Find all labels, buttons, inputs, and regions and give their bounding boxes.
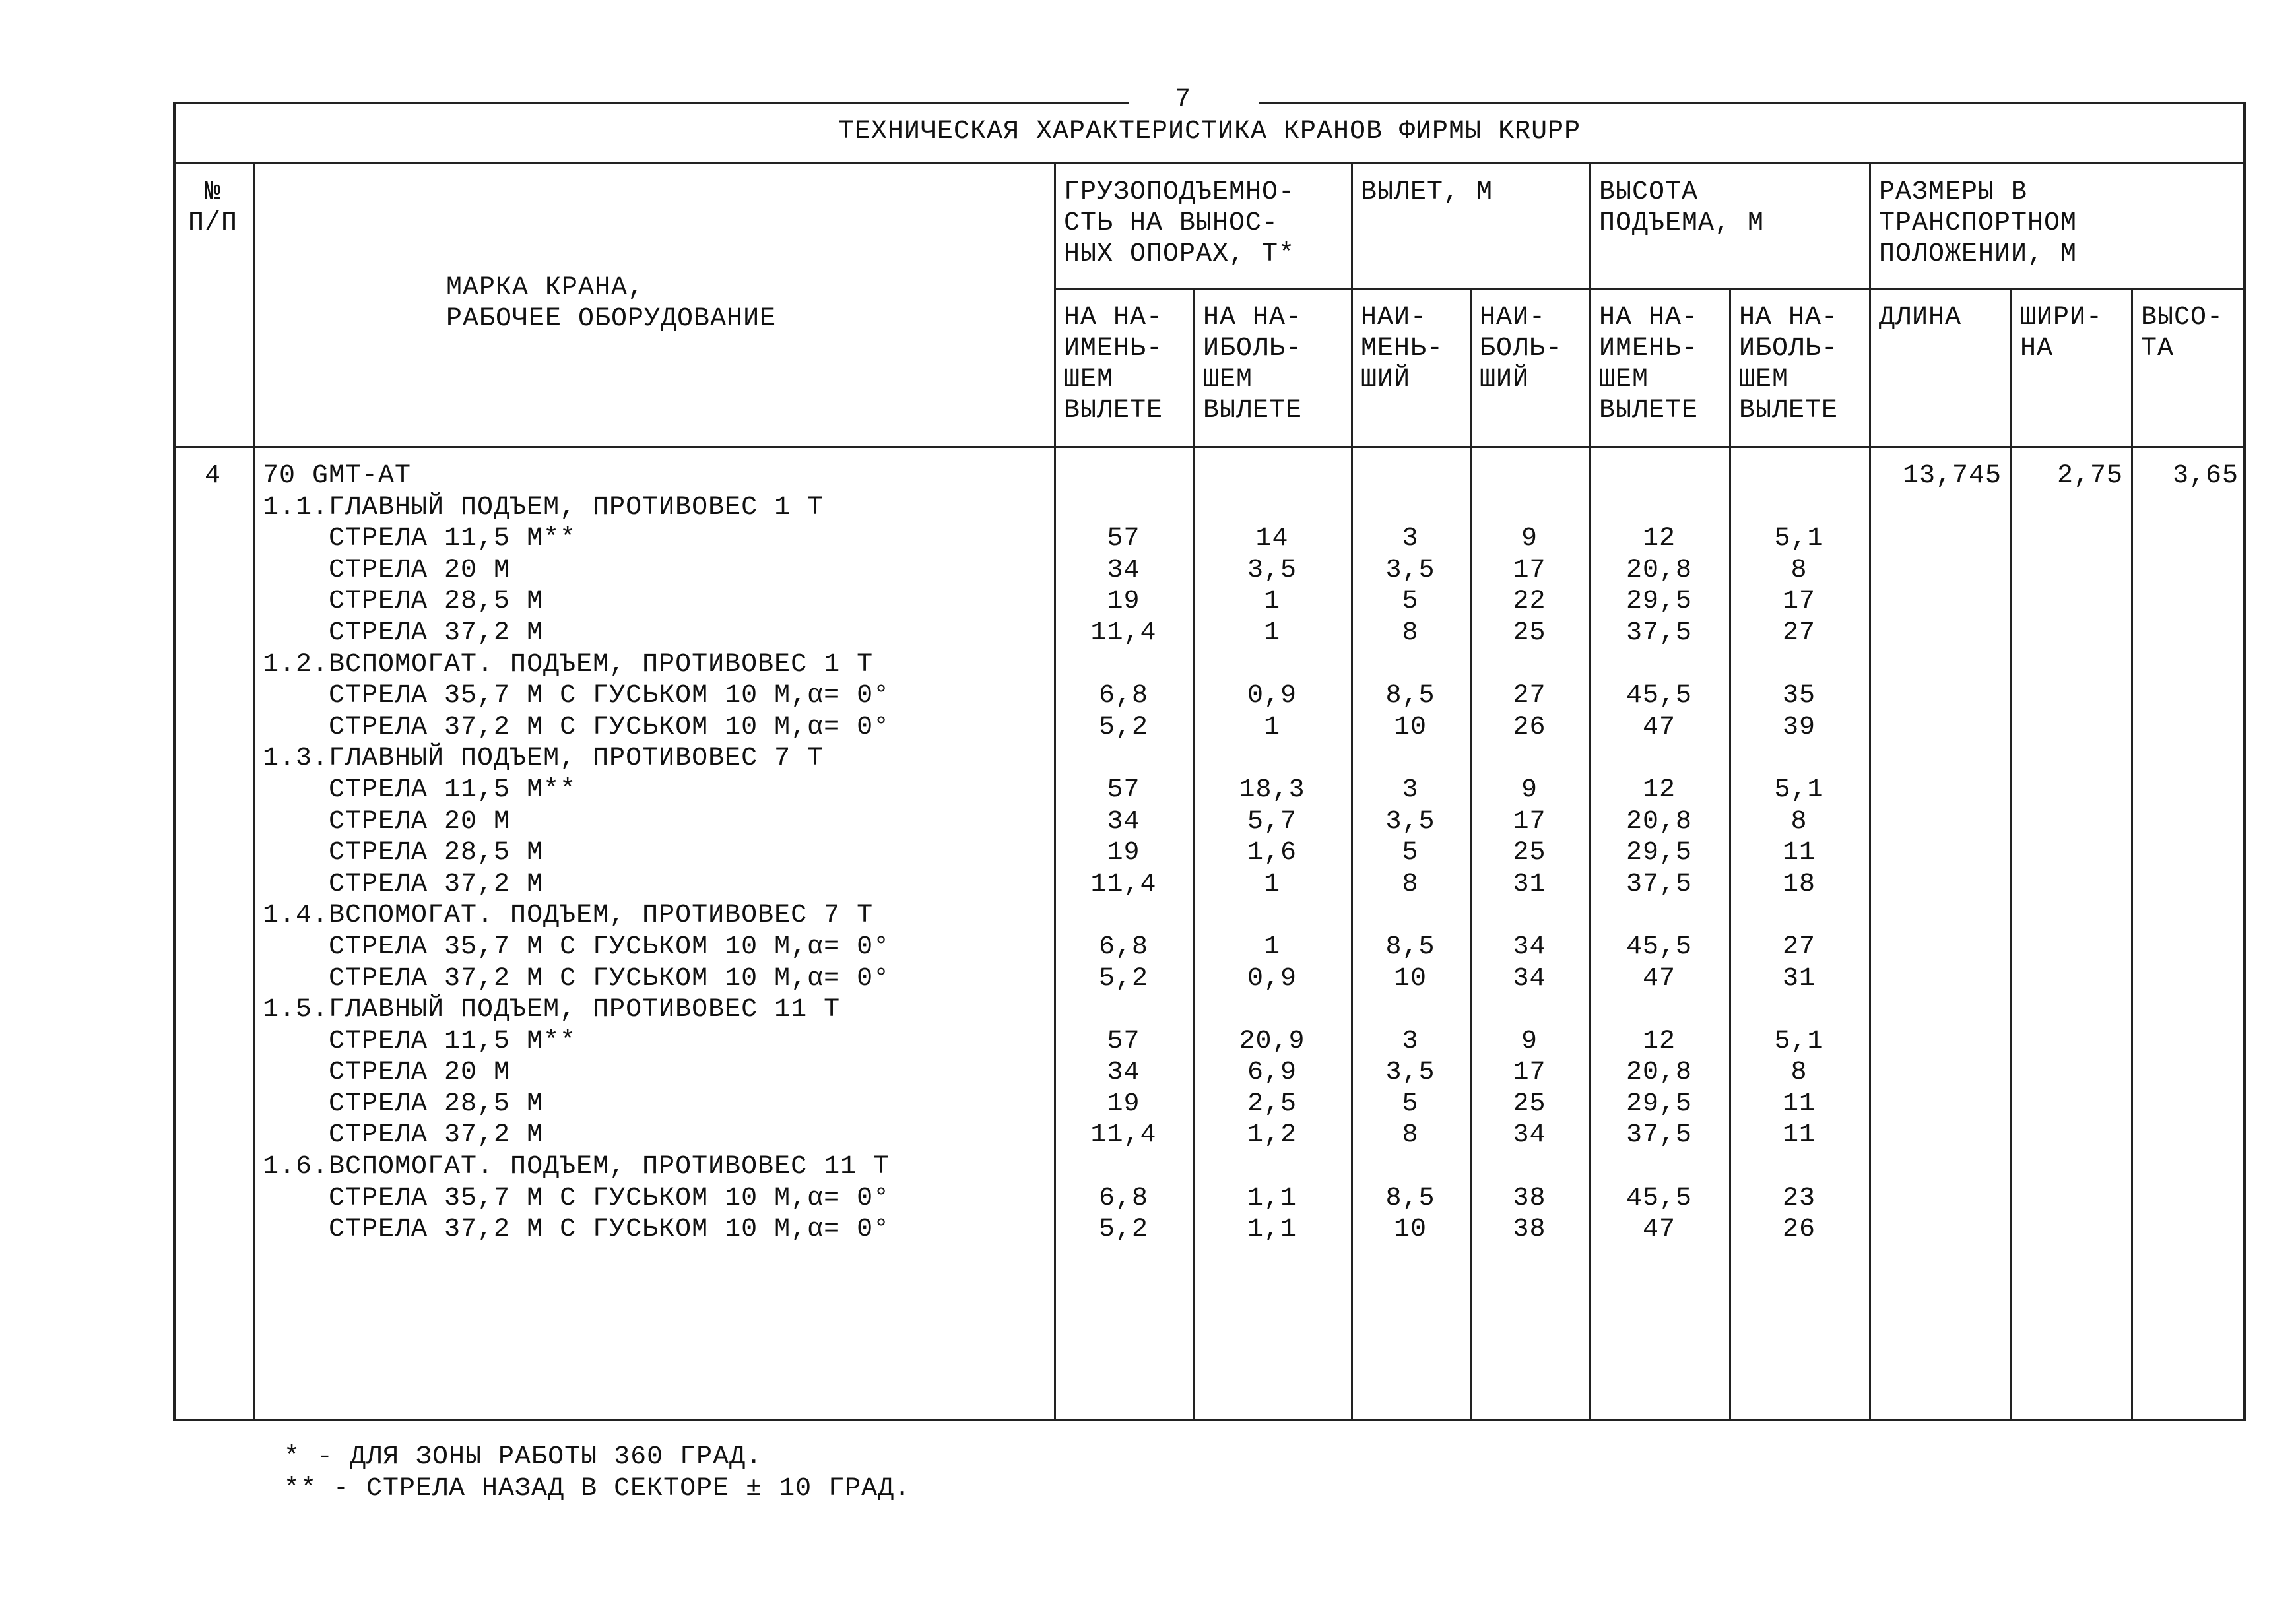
header-brand: МАРКА КРАНА, РАБОЧЕЕ ОБОРУДОВАНИЕ bbox=[446, 273, 777, 334]
col-reach-max-line: 31 bbox=[1513, 869, 1546, 899]
col-cap-max-line bbox=[1195, 1151, 1349, 1183]
col-cap-min-line bbox=[1056, 492, 1191, 524]
col-cap-min-line: 11,4 bbox=[1090, 618, 1157, 648]
col-height-min-line bbox=[1591, 743, 1727, 775]
col-brand-line: 1.3.ГЛАВНЫЙ ПОДЪЕМ, ПРОТИВОВЕС 7 Т bbox=[263, 744, 824, 774]
col-height-max-line: 11 bbox=[1782, 1120, 1816, 1151]
col-cap-min-line: 5,2 bbox=[1098, 712, 1148, 742]
col-reach-min-line: 5 bbox=[1402, 587, 1419, 617]
col-height-max-line: 27 bbox=[1782, 618, 1816, 648]
col-height-min-line: 29,5 bbox=[1625, 587, 1692, 617]
col-cap-max-line bbox=[1195, 994, 1349, 1026]
header-cap-max: НА НА- ИБОЛЬ- ШЕМ ВЫЛЕТЕ bbox=[1203, 303, 1303, 426]
col-height-min-line: 45,5 bbox=[1625, 1183, 1692, 1213]
header-height: ВЫСОТА ПОДЪЕМА, М bbox=[1599, 177, 1765, 238]
col-reach-min-line: 3,5 bbox=[1385, 1058, 1435, 1088]
col-brand-line: 1.5.ГЛАВНЫЙ ПОДЪЕМ, ПРОТИВОВЕС 11 Т bbox=[263, 995, 841, 1025]
header-tall: ВЫСО- ТА bbox=[2141, 303, 2224, 364]
header-transport: РАЗМЕРЫ В ТРАНСПОРТНОМ ПОЛОЖЕНИИ, М bbox=[1879, 177, 2078, 269]
col-height-min-line: 20,8 bbox=[1625, 806, 1692, 837]
col-cap-max-line: 6,9 bbox=[1247, 1058, 1297, 1088]
col-brand-line: СТРЕЛА 28,5 М bbox=[263, 838, 544, 868]
col-reach-max-line bbox=[1472, 1151, 1587, 1183]
col-brand-line: 70 GMT-AT bbox=[263, 461, 412, 491]
col-reach-min-line: 5 bbox=[1402, 838, 1419, 868]
col-reach-max-line: 34 bbox=[1513, 1120, 1546, 1151]
col-cap-max-line bbox=[1195, 900, 1349, 932]
col-cap-max-line bbox=[1195, 492, 1349, 524]
col-brand-line: СТРЕЛА 37,2 М С ГУСЬКОМ 10 М,α= 0° bbox=[263, 963, 890, 994]
col-cap-max-line: 0,9 bbox=[1247, 963, 1297, 994]
col-reach-max-line: 38 bbox=[1513, 1183, 1546, 1213]
col-brand-line: 1.2.ВСПОМОГАТ. ПОДЪЕМ, ПРОТИВОВЕС 1 Т bbox=[263, 649, 874, 680]
col-reach-max-line bbox=[1472, 900, 1587, 932]
col-reach-min-line: 3 bbox=[1402, 1026, 1419, 1056]
col-reach-min-line bbox=[1353, 900, 1468, 932]
col-height-max-line: 27 bbox=[1782, 932, 1816, 962]
col-reach-max-line bbox=[1472, 743, 1587, 775]
col-height-min-line: 47 bbox=[1642, 963, 1676, 994]
col-height-max-line: 31 bbox=[1782, 963, 1816, 994]
col-brand-line: СТРЕЛА 35,7 М С ГУСЬКОМ 10 М,α= 0° bbox=[263, 681, 890, 711]
col-height-max-line bbox=[1731, 743, 1867, 775]
col-cap-max-line: 5,7 bbox=[1247, 806, 1297, 837]
col-brand-line: СТРЕЛА 35,7 М С ГУСЬКОМ 10 М,α= 0° bbox=[263, 932, 890, 962]
col-height-min-line: 12 bbox=[1642, 1026, 1676, 1056]
header-cap-min: НА НА- ИМЕНЬ- ШЕМ ВЫЛЕТЕ bbox=[1064, 303, 1164, 426]
col-cap-min-line bbox=[1056, 994, 1191, 1026]
col-cap-max-line: 1,6 bbox=[1247, 838, 1297, 868]
col-height-min-line bbox=[1591, 900, 1727, 932]
col-height-min-line bbox=[1591, 649, 1727, 681]
col-cap-min-line: 11,4 bbox=[1090, 1120, 1157, 1151]
col-height-min-line: 12 bbox=[1642, 524, 1676, 554]
col-cap-max-line bbox=[1195, 461, 1349, 492]
col-cap-max-line: 1,1 bbox=[1247, 1215, 1297, 1245]
col-reach-max-line: 34 bbox=[1513, 963, 1546, 994]
col-cap-max-line: 1,2 bbox=[1247, 1120, 1297, 1151]
col-cap-min-line: 57 bbox=[1107, 775, 1140, 805]
table-title: ТЕХНИЧЕСКАЯ ХАРАКТЕРИСТИКА КРАНОВ ФИРМЫ KRUPP bbox=[837, 117, 1581, 146]
col-height-min-line: 47 bbox=[1642, 1215, 1676, 1245]
col-reach-min bbox=[1353, 461, 1468, 1246]
col-cap-max-line: 1,1 bbox=[1247, 1183, 1297, 1213]
col-brand-line: СТРЕЛА 35,7 М С ГУСЬКОМ 10 М,α= 0° bbox=[263, 1183, 890, 1213]
col-reach-min-line bbox=[1353, 649, 1468, 681]
col-height-max-line: 26 bbox=[1782, 1215, 1816, 1245]
col-reach-min-line: 8,5 bbox=[1385, 681, 1435, 711]
col-reach-min-line: 10 bbox=[1393, 712, 1427, 742]
col-height-min-line: 29,5 bbox=[1625, 838, 1692, 868]
col-brand-line: 1.4.ВСПОМОГАТ. ПОДЪЕМ, ПРОТИВОВЕС 7 Т bbox=[263, 901, 874, 931]
col-height-max-line bbox=[1731, 461, 1867, 492]
col-reach-max-line bbox=[1472, 994, 1587, 1026]
col-reach-max-line bbox=[1472, 492, 1587, 524]
col-height-min-line: 45,5 bbox=[1625, 932, 1692, 962]
col-cap-min-line: 34 bbox=[1107, 806, 1140, 837]
col-brand-line: СТРЕЛА 20 М bbox=[263, 806, 511, 837]
col-cap-max-line: 3,5 bbox=[1247, 555, 1297, 585]
col-height-max-line: 8 bbox=[1790, 806, 1808, 837]
col-height-max-line: 18 bbox=[1782, 869, 1816, 899]
col-brand-line: СТРЕЛА 28,5 М bbox=[263, 587, 544, 617]
col-height-max-line: 5,1 bbox=[1774, 1026, 1824, 1056]
col-height-min-line: 20,8 bbox=[1625, 555, 1692, 585]
col-cap-min-line: 6,8 bbox=[1098, 932, 1148, 962]
rule-under-headers bbox=[173, 446, 2246, 448]
col-height-max-line: 23 bbox=[1782, 1183, 1816, 1213]
col-brand-line: СТРЕЛА 37,2 М С ГУСЬКОМ 10 М,α= 0° bbox=[263, 1215, 890, 1245]
col-reach-min-line: 8 bbox=[1402, 618, 1419, 648]
col-cap-max-line: 1 bbox=[1263, 712, 1280, 742]
col-reach-min-line: 8 bbox=[1402, 869, 1419, 899]
col-brand-line: СТРЕЛА 11,5 М** bbox=[263, 775, 577, 805]
header-reach-min: НАИ- МЕНЬ- ШИЙ bbox=[1361, 303, 1444, 395]
col-reach-max-line: 9 bbox=[1521, 1026, 1538, 1056]
col-reach-max-line: 17 bbox=[1513, 555, 1546, 585]
col-height-min-line: 20,8 bbox=[1625, 1058, 1692, 1088]
col-reach-max-line: 25 bbox=[1513, 618, 1546, 648]
col-reach-max-line bbox=[1472, 649, 1587, 681]
row-width: 2,75 bbox=[2056, 461, 2123, 491]
col-cap-min-line: 19 bbox=[1107, 838, 1140, 868]
col-cap-min-line: 19 bbox=[1107, 1089, 1140, 1119]
col-height-min-line: 37,5 bbox=[1625, 618, 1692, 648]
col-height-max-line bbox=[1731, 994, 1867, 1026]
col-cap-min-line bbox=[1056, 900, 1191, 932]
col-reach-min-line: 10 bbox=[1393, 1215, 1427, 1245]
col-height-max-line bbox=[1731, 649, 1867, 681]
col-cap-max-line: 1 bbox=[1263, 932, 1280, 962]
col-cap-max-line: 0,9 bbox=[1247, 681, 1297, 711]
col-cap-min bbox=[1056, 461, 1191, 1246]
col-height-max-line: 8 bbox=[1790, 1058, 1808, 1088]
col-height-min-line: 47 bbox=[1642, 712, 1676, 742]
col-reach-min-line: 3,5 bbox=[1385, 806, 1435, 837]
col-cap-max-line bbox=[1195, 743, 1349, 775]
col-height-min-line: 37,5 bbox=[1625, 869, 1692, 899]
col-reach-min-line bbox=[1353, 743, 1468, 775]
col-brand-line: СТРЕЛА 20 М bbox=[263, 1058, 511, 1088]
header-num: № П/П bbox=[187, 177, 238, 238]
col-cap-min-line: 5,2 bbox=[1098, 1215, 1148, 1245]
col-height-max-line: 8 bbox=[1790, 555, 1808, 585]
col-cap-max-line: 1 bbox=[1263, 869, 1280, 899]
col-reach-max bbox=[1472, 461, 1587, 1246]
vrule-height bbox=[1869, 162, 1871, 1421]
col-cap-min-line: 19 bbox=[1107, 587, 1140, 617]
col-cap-min-line: 11,4 bbox=[1090, 869, 1157, 899]
col-brand-line: 1.6.ВСПОМОГАТ. ПОДЪЕМ, ПРОТИВОВЕС 11 Т bbox=[263, 1152, 890, 1182]
header-reach: ВЫЛЕТ, М bbox=[1361, 177, 1493, 207]
col-height-max-line bbox=[1731, 492, 1867, 524]
col-reach-min-line bbox=[1353, 492, 1468, 524]
col-cap-max-line bbox=[1195, 649, 1349, 681]
col-cap-max-line: 14 bbox=[1255, 524, 1289, 554]
col-reach-max-line: 9 bbox=[1521, 524, 1538, 554]
col-reach-min-line bbox=[1353, 1151, 1468, 1183]
col-height-min-line: 37,5 bbox=[1625, 1120, 1692, 1151]
col-reach-min-line: 8,5 bbox=[1385, 1183, 1435, 1213]
col-height-min-line bbox=[1591, 461, 1727, 492]
col-cap-min-line: 34 bbox=[1107, 555, 1140, 585]
col-height-max bbox=[1731, 461, 1867, 1246]
header-height-max: НА НА- ИБОЛЬ- ШЕМ ВЫЛЕТЕ bbox=[1739, 303, 1839, 426]
col-reach-max-line: 9 bbox=[1521, 775, 1538, 805]
col-reach-min-line: 10 bbox=[1393, 963, 1427, 994]
col-cap-min-line bbox=[1056, 649, 1191, 681]
col-cap-min-line: 57 bbox=[1107, 524, 1140, 554]
col-cap-min-line: 6,8 bbox=[1098, 1183, 1148, 1213]
vrule-num bbox=[253, 162, 255, 1421]
col-height-min-line: 29,5 bbox=[1625, 1089, 1692, 1119]
vrule-transport-sub1 bbox=[2010, 288, 2012, 1421]
col-reach-max-line: 25 bbox=[1513, 1089, 1546, 1119]
rule-group-headers bbox=[1054, 288, 2246, 290]
col-reach-max-line: 26 bbox=[1513, 712, 1546, 742]
col-brand-line: СТРЕЛА 37,2 М bbox=[263, 618, 544, 648]
col-height-max-line: 35 bbox=[1782, 681, 1816, 711]
col-cap-max-line: 1 bbox=[1263, 587, 1280, 617]
col-height-max-line: 5,1 bbox=[1774, 524, 1824, 554]
col-height-max-line: 17 bbox=[1782, 587, 1816, 617]
vrule-transport-sub2 bbox=[2131, 288, 2133, 1421]
header-capacity: ГРУЗОПОДЪЕМНО- СТЬ НА ВЫНОС- НЫХ ОПОРАХ, Т* bbox=[1064, 177, 1296, 269]
col-height-min-line bbox=[1591, 492, 1727, 524]
col-reach-min-line: 8,5 bbox=[1385, 932, 1435, 962]
row-num: 4 bbox=[204, 461, 221, 491]
footnote-1: * - ДЛЯ ЗОНЫ РАБОТЫ 360 ГРАД. bbox=[284, 1442, 763, 1472]
col-reach-max-line: 34 bbox=[1513, 932, 1546, 962]
col-cap-max-line: 1 bbox=[1263, 618, 1280, 648]
rule-under-title bbox=[173, 162, 2246, 164]
col-cap-max bbox=[1195, 461, 1349, 1246]
col-reach-max-line: 25 bbox=[1513, 838, 1546, 868]
col-height-min-line: 12 bbox=[1642, 775, 1676, 805]
col-cap-min-line: 6,8 bbox=[1098, 681, 1148, 711]
col-height-min-line: 45,5 bbox=[1625, 681, 1692, 711]
col-cap-min-line bbox=[1056, 1151, 1191, 1183]
page-number: 7 bbox=[1175, 85, 1191, 115]
col-reach-min-line: 8 bbox=[1402, 1120, 1419, 1151]
col-brand-line: СТРЕЛА 11,5 М** bbox=[263, 524, 577, 554]
header-reach-max: НАИ- БОЛЬ- ШИЙ bbox=[1480, 303, 1563, 395]
col-reach-min-line: 3 bbox=[1402, 775, 1419, 805]
col-cap-min-line bbox=[1056, 461, 1191, 492]
col-reach-max-line: 17 bbox=[1513, 1058, 1546, 1088]
col-cap-max-line: 18,3 bbox=[1239, 775, 1305, 805]
col-height-max-line: 39 bbox=[1782, 712, 1816, 742]
col-cap-max-line: 2,5 bbox=[1247, 1089, 1297, 1119]
col-reach-min-line bbox=[1353, 461, 1468, 492]
col-reach-max-line bbox=[1472, 461, 1587, 492]
col-height-max-line bbox=[1731, 1151, 1867, 1183]
col-height-min-line bbox=[1591, 994, 1727, 1026]
col-reach-min-line: 3 bbox=[1402, 524, 1419, 554]
col-brand-line: 1.1.ГЛАВНЫЙ ПОДЪЕМ, ПРОТИВОВЕС 1 Т bbox=[263, 492, 824, 523]
col-reach-max-line: 38 bbox=[1513, 1215, 1546, 1245]
footnote-2: ** - СТРЕЛА НАЗАД В СЕКТОРЕ ± 10 ГРАД. bbox=[284, 1474, 911, 1504]
header-height-min: НА НА- ИМЕНЬ- ШЕМ ВЫЛЕТЕ bbox=[1599, 303, 1699, 426]
col-cap-min-line: 57 bbox=[1107, 1026, 1140, 1056]
header-length: ДЛИНА bbox=[1879, 303, 1962, 333]
row-tall: 3,65 bbox=[2172, 461, 2239, 491]
col-cap-min-line bbox=[1056, 743, 1191, 775]
col-brand bbox=[263, 461, 890, 1246]
col-height-max-line: 11 bbox=[1782, 838, 1816, 868]
col-cap-min-line: 5,2 bbox=[1098, 963, 1148, 994]
col-height-max-line bbox=[1731, 900, 1867, 932]
row-length: 13,745 bbox=[1902, 461, 2002, 491]
col-reach-min-line: 3,5 bbox=[1385, 555, 1435, 585]
col-cap-min-line: 34 bbox=[1107, 1058, 1140, 1088]
col-reach-max-line: 22 bbox=[1513, 587, 1546, 617]
col-brand-line: СТРЕЛА 11,5 М** bbox=[263, 1026, 577, 1056]
col-brand-line: СТРЕЛА 37,2 М bbox=[263, 1120, 544, 1151]
col-brand-line: СТРЕЛА 20 М bbox=[263, 555, 511, 585]
col-reach-max-line: 27 bbox=[1513, 681, 1546, 711]
col-height-min bbox=[1591, 461, 1727, 1246]
col-reach-min-line bbox=[1353, 994, 1468, 1026]
col-height-max-line: 11 bbox=[1782, 1089, 1816, 1119]
col-height-min-line bbox=[1591, 1151, 1727, 1183]
header-width: ШИРИ- НА bbox=[2020, 303, 2103, 364]
col-height-max-line: 5,1 bbox=[1774, 775, 1824, 805]
col-reach-min-line: 5 bbox=[1402, 1089, 1419, 1119]
col-cap-max-line: 20,9 bbox=[1239, 1026, 1305, 1056]
col-brand-line: СТРЕЛА 28,5 М bbox=[263, 1089, 544, 1119]
col-reach-max-line: 17 bbox=[1513, 806, 1546, 837]
col-brand-line: СТРЕЛА 37,2 М bbox=[263, 869, 544, 899]
col-brand-line: СТРЕЛА 37,2 М С ГУСЬКОМ 10 М,α= 0° bbox=[263, 712, 890, 742]
